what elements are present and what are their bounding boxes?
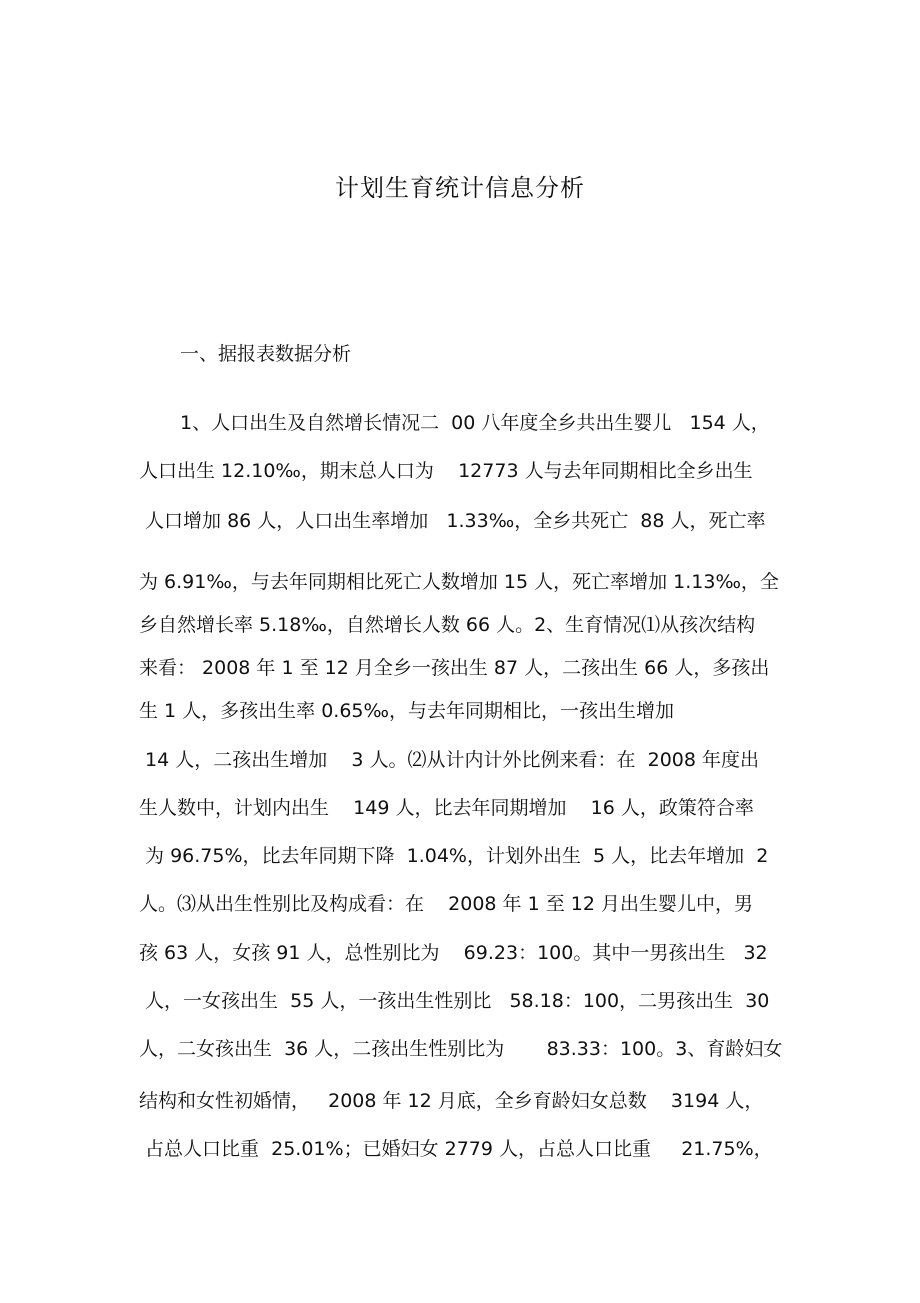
- paragraph-line: 来看： 2008 年 1 至 12 月全乡一孩出生 87 人，二孩出生 66 人，多孩出: [139, 657, 770, 679]
- paragraph-line: 人，二女孩出生 36 人，二孩出生性别比为 83.33：100。3、育龄妇女: [139, 1038, 783, 1060]
- paragraph-line: 人口增加 86 人，人口出生率增加 1.33‰，全乡共死亡 88 人，死亡率: [139, 510, 766, 532]
- paragraph-line: 为 6.91‰，与去年同期相比死亡人数增加 15 人，死亡率增加 1.13‰，全: [139, 571, 779, 593]
- paragraph-line: 为 96.75%，比去年同期下降 1.04%，计划外出生 5 人，比去年增加 2: [139, 845, 769, 867]
- paragraph-line: 14 人，二孩出生增加 3 人。⑵从计内计外比例来看：在 2008 年度出: [139, 749, 760, 771]
- paragraph-line: 1、人口出生及自然增长情况二 00 八年度全乡共出生婴儿 154 人，: [180, 412, 770, 434]
- document-title: 计划生育统计信息分析: [335, 174, 585, 202]
- paragraph-line: 生 1 人，多孩出生率 0.65‰，与去年同期相比，一孩出生增加: [139, 700, 675, 722]
- paragraph-line: 孩 63 人，女孩 91 人，总性别比为 69.23：100。其中一男孩出生 32: [139, 942, 768, 964]
- paragraph-line: 人。⑶从出生性别比及构成看：在 2008 年 1 至 12 月出生婴儿中，男: [139, 893, 753, 915]
- paragraph-line: 人口出生 12.10‰，期末总人口为 12773 人与去年同期相比全乡出生: [139, 460, 753, 482]
- paragraph-line: 结构和女性初婚情， 2008 年 12 月底，全乡育龄妇女总数 3194 人，: [139, 1090, 764, 1112]
- section-heading: 一、据报表数据分析: [180, 343, 352, 365]
- paragraph-line: 人，一女孩出生 55 人，一孩出生性别比 58.18：100，二男孩出生 30: [139, 990, 770, 1012]
- paragraph-line: 生人数中，计划内出生 149 人，比去年同期增加 16 人，政策符合率: [139, 797, 754, 819]
- paragraph-line: 乡自然增长率 5.18‰，自然增长人数 66 人。2、生育情况⑴从孩次结构: [139, 614, 756, 636]
- paragraph-line: 占总人口比重 25.01%；已婚妇女 2779 人，占总人口比重 21.75%，: [139, 1138, 773, 1160]
